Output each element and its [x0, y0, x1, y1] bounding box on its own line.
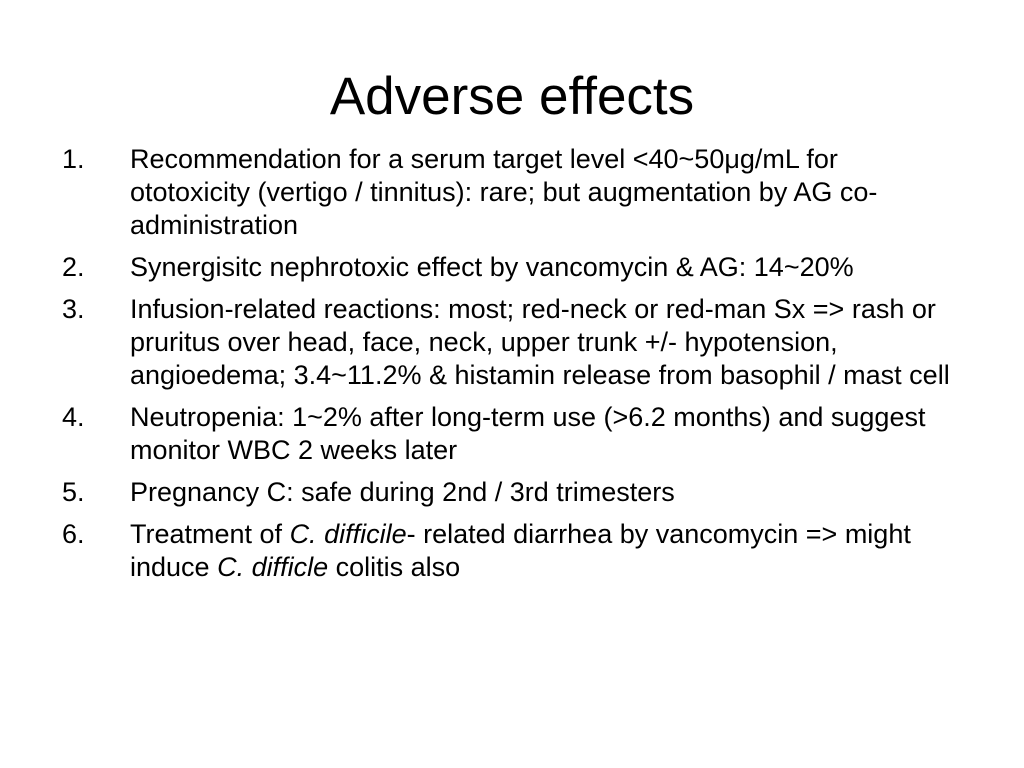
list-item — [62, 518, 962, 584]
list-item-number: 6. — [62, 519, 85, 549]
italic-organism-name: C. difficle — [217, 552, 329, 582]
list-item-text — [130, 518, 962, 584]
text-segment: Recommendation for a serum target level <40~50μg/mL for ototoxicity (vertigo / tinnitus): rare; but augmentation by AG co-administration — [130, 144, 878, 240]
slide-title: Adverse effects — [329, 67, 695, 126]
list-item-number: 3. — [62, 294, 85, 324]
list-item — [62, 143, 962, 242]
list-item-number: 4. — [62, 402, 85, 432]
list-item-text — [130, 476, 962, 509]
numbered-list — [62, 143, 962, 593]
list-item-text — [130, 293, 962, 392]
list-item — [62, 251, 962, 284]
text-segment: Synergisitc nephrotoxic effect by vancomycin & AG: 14~20% — [130, 252, 854, 282]
list-item-number: 1. — [62, 144, 85, 174]
list-item — [62, 401, 962, 467]
text-segment: colitis also — [328, 552, 461, 582]
text-segment: Infusion-related reactions: most; red-neck or red-man Sx => rash or pruritus over head, face, neck, upper trunk +/- hypotension, angioedema; 3.4~11.2% & histamin release from basophil / mast cell — [130, 294, 950, 390]
text-segment: - related diarrhea by vancomycin => might induce — [130, 519, 911, 582]
italic-organism-name: C. difficile — [289, 519, 407, 549]
text-segment: Treatment of — [130, 519, 290, 549]
text-segment: Neutropenia: 1~2% after long-term use (>6.2 months) and suggest monitor WBC 2 weeks later — [130, 402, 926, 465]
list-item — [62, 476, 962, 509]
list-item-number: 5. — [62, 477, 85, 507]
list-item-text — [130, 401, 962, 467]
list-item-text — [130, 143, 962, 242]
list-item-text — [130, 251, 962, 284]
text-segment: Pregnancy C: safe during 2nd / 3rd trimesters — [130, 477, 675, 507]
list-item-number: 2. — [62, 252, 85, 282]
list-item — [62, 293, 962, 392]
